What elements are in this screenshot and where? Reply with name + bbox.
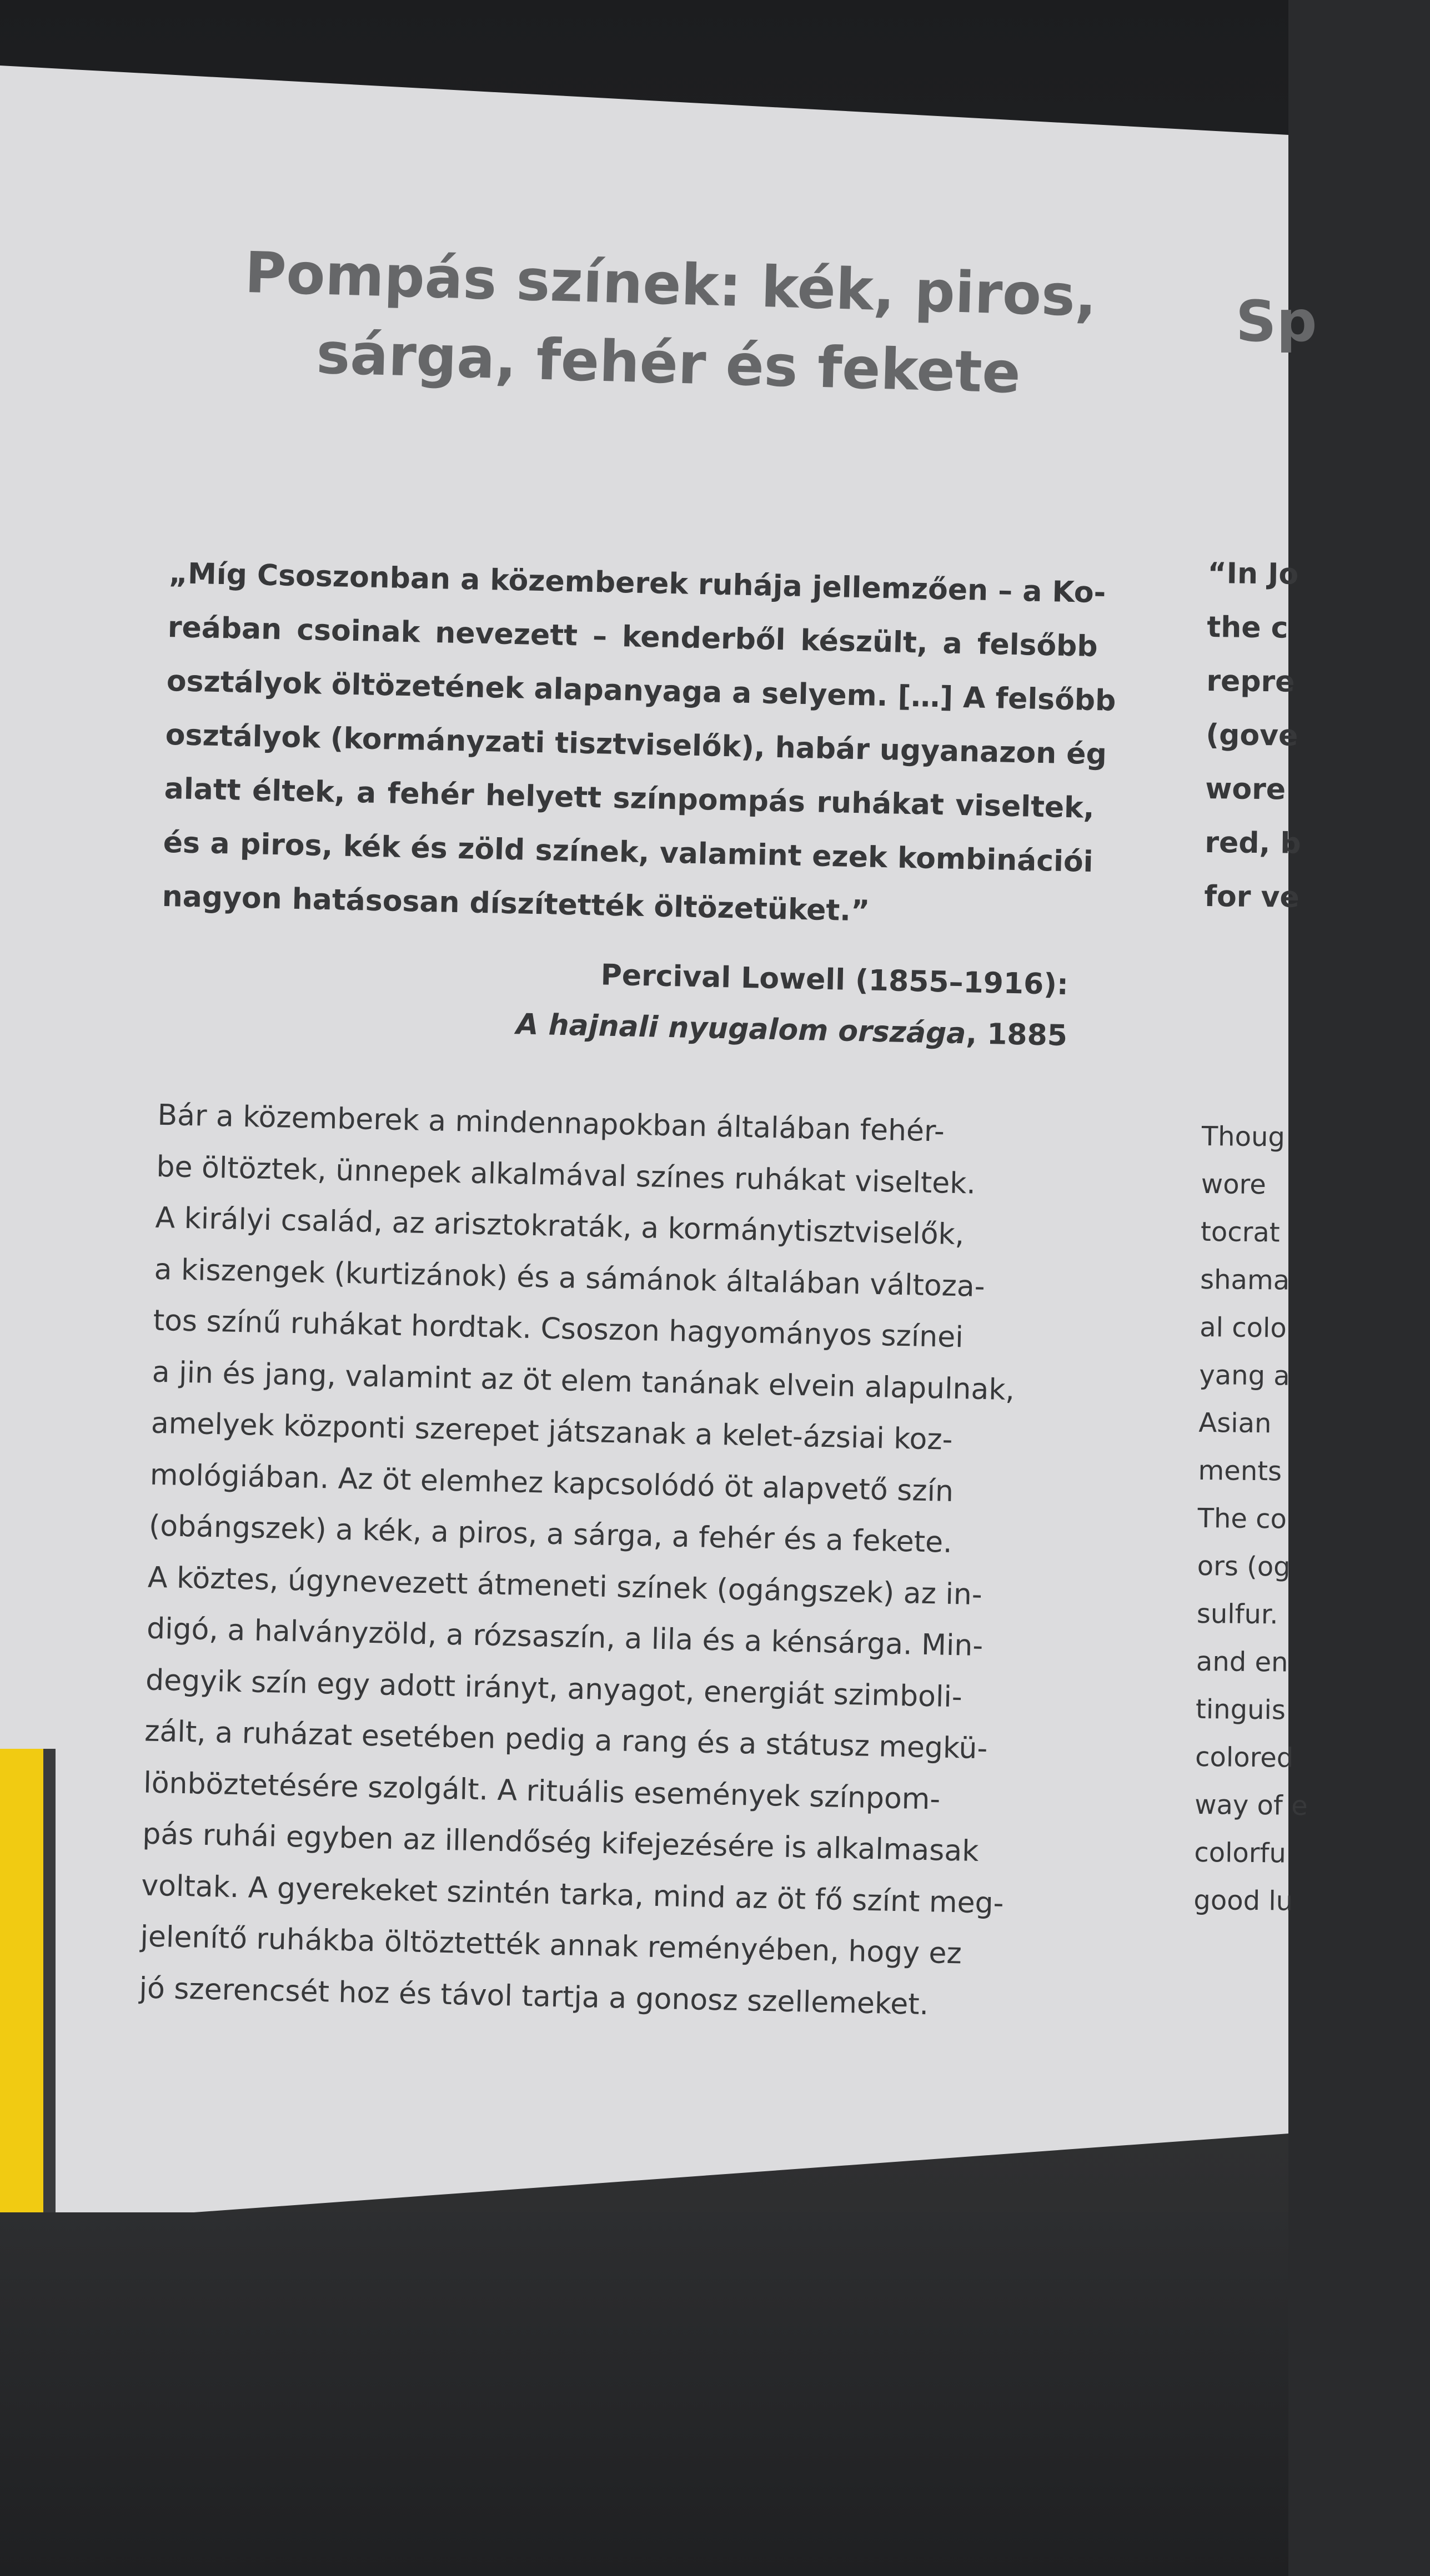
floor-shadow [0,2212,1288,2576]
body-line: degyik szín egy adott irányt, anyagot, energiát szimboli- [145,1663,963,1714]
body-line: zált, a ruházat esetében pedig a rang és a státusz megkü- [144,1714,988,1766]
english-body-line: Asian [1198,1407,1272,1440]
english-quote-line: for ve [1204,879,1299,914]
english-body-line: ors (og [1197,1550,1291,1583]
english-body-line: al colo [1199,1311,1287,1344]
panel-title [223,233,1116,416]
english-body-line: sulfur. [1196,1598,1278,1631]
quote-line: alatt éltek, a fehér helyett színpompás ruhákat viseltek, [164,772,1095,825]
english-text-column-cropped [1193,547,1430,1926]
body-line: A köztes, úgynevezett átmeneti színek (ogángszek) az in- [147,1561,983,1612]
body-line: jó szerencsét hoz és távol tartja a gonosz szellemeket. [138,1971,929,2021]
english-body-line: good lu [1193,1884,1293,1917]
english-body-line: and en [1196,1646,1288,1678]
body-line: mológiában. Az öt elemhez kapcsolódó öt alapvető szín [149,1458,954,1508]
quote-author: Percival Lowell (1855–1916): [600,958,1069,1002]
yellow-accent-strip [0,1749,43,2221]
quote-line: reában csoinak nevezett – kenderből készült, a felsőbb [167,610,1098,664]
hungarian-text-column [138,547,1116,2033]
quote-source-year: , 1885 [965,1017,1068,1053]
english-quote-line: “In Jo [1207,556,1299,591]
quote-line: „Míg Csoszonban a közemberek ruhája jellemzően – a Ko- [168,556,1106,610]
english-body-line: yang a [1199,1359,1291,1392]
english-body-line: colored [1195,1741,1294,1774]
english-body-line: Thoug [1201,1120,1286,1153]
body-line: amelyek központi szerepet játszanak a kelet-ázsiai koz- [150,1406,953,1457]
body-line: lönböztetésére szolgált. A rituális események színpom- [143,1766,941,1817]
body-line: jelenítő ruhákba öltöztették annak reményében, hogy ez [139,1920,962,1971]
right-panel-title-fragment: Sp [1236,289,1317,355]
english-quote-line: the c [1207,610,1288,645]
english-quote-line: red, b [1205,826,1301,861]
body-paragraph [139,1090,1088,2034]
body-line: voltak. A gyerekeket szintén tarka, mind az öt fő színt meg- [141,1868,1004,1920]
body-line: A királyi család, az arisztokraták, a kormánytisztviselők, [155,1201,965,1252]
body-line: a kiszengek (kurtizánok) és a sámánok általában változa- [154,1252,986,1304]
quote-line: osztályok (kormányzati tisztviselők), habár ugyanazon ég [165,718,1107,772]
panel-title-line-1: Pompás színek: kék, piros, [244,239,1098,330]
body-line: pás ruhái egyben az illendőség kifejezésére is alkalmasak [142,1817,979,1869]
body-line: digó, a halványzöld, a rózsaszín, a lila és a kénsárga. Min- [146,1612,984,1663]
english-quote-line: repre [1206,664,1295,699]
english-body-line: wore [1201,1168,1267,1201]
quote-line: osztályok öltözetének alapanyaga a selyem. […] A felsőbb [166,664,1116,718]
body-line: be öltöztek, ünnepek alkalmával színes ruhákat viseltek. [155,1150,976,1201]
body-line: (obángszek) a kék, a piros, a sárga, a fehér és a fekete. [148,1509,953,1559]
body-line: Bár a közemberek a mindennapokban általában fehér- [157,1098,945,1149]
body-line: a jin és jang, valamint az öt elem tanának elvein alapulnak, [152,1355,1015,1407]
body-line: tos színű ruhákat hordtak. Csoszon hagyományos színei [153,1304,964,1355]
english-body-line: The co [1197,1502,1287,1535]
english-quote-fragment [1204,547,1430,926]
english-quote-line: wore [1205,772,1286,807]
historical-quote [162,547,1116,943]
panel-title-line-2: sárga, fehér és fekete [315,320,1022,406]
english-body-line: tocrat [1200,1216,1280,1249]
english-body-line: shama [1200,1264,1290,1296]
english-body-line: ments [1198,1455,1282,1487]
english-body-fragment [1193,1113,1424,1926]
quote-attribution [159,940,1091,1062]
quote-line: nagyon hatásosan díszítették öltözetüket.” [162,879,870,928]
panel-edge-shadow [43,1749,56,2221]
english-body-line: colorfu [1194,1837,1287,1869]
english-quote-line: (gove [1206,718,1298,753]
quote-line: és a piros, kék és zöld színek, valamint ezek kombinációi [163,826,1094,879]
quote-source-title: A hajnali nyugalom országa [515,1008,966,1051]
english-body-line: tinguis [1195,1693,1286,1726]
english-body-line: way of e [1194,1789,1308,1822]
